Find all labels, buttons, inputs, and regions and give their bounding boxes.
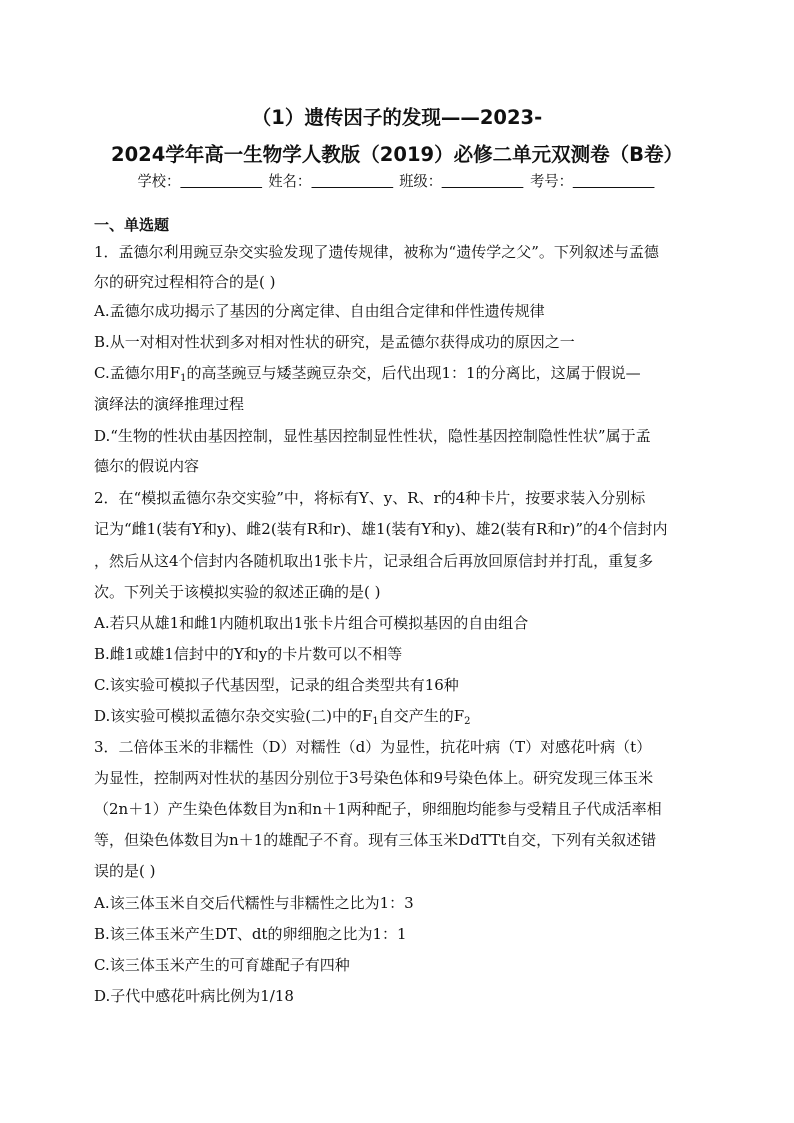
- question-3-stem-line-2: 为显性，控制两对性状的基因分别位于3号染色体和9号染色体上。研究发现三体玉米: [94, 769, 654, 787]
- section-heading: 一、单选题: [94, 216, 170, 234]
- question-3-option-a: A.该三体玉米自交后代糯性与非糯性之比为1：3: [94, 894, 414, 912]
- question-3-stem-line-4: 等，但染色体数目为n＋1的雄配子不育。现有三体玉米DdTTt自交，下列有关叙述错: [94, 831, 657, 849]
- question-3-option-c: C.该三体玉米产生的可育雄配子有四种: [94, 956, 350, 974]
- question-1-stem-line-2: 尔的研究过程相符合的是( ): [94, 273, 276, 291]
- subscript-2: 2: [464, 716, 471, 727]
- question-2-option-b: B.雌1或雄1信封中的Y和y的卡片数可以不相等: [94, 645, 403, 663]
- question-2-option-c: C.该实验可模拟子代基因型，记录的组合类型共有16种: [94, 676, 459, 694]
- exam-number-blank[interactable]: [573, 173, 655, 188]
- question-3-stem-line-1: 3．二倍体玉米的非糯性（D）对糯性（d）为显性，抗花叶病（T）对感花叶病（t）: [94, 738, 652, 756]
- option-c-text-pre: C.孟德尔用F: [94, 364, 181, 382]
- question-2-option-a: A.若只从雄1和雌1内随机取出1张卡片组合可模拟基因的自由组合: [94, 614, 529, 632]
- question-2-stem-line-4: 次。下列关于该模拟实验的叙述正确的是( ): [94, 583, 381, 601]
- question-1-option-c-line-2: 演绎法的演绎推理过程: [94, 395, 245, 413]
- question-3-stem-line-3: （2n＋1）产生染色体数目为n和n＋1两种配子，卵细胞均能参与受精且子代成活率相: [94, 800, 662, 818]
- question-2-option-d: [94, 707, 471, 725]
- question-3-option-b: B.该三体玉米产生DT、dt的卵细胞之比为1：1: [94, 925, 407, 943]
- document-title-line-2: 2024学年高一生物学人教版（2019）必修二单元双测卷（B卷）: [111, 143, 683, 166]
- student-info-row: [20, 170, 774, 191]
- question-1-option-c: [94, 364, 641, 382]
- question-1-option-b: B.从一对相对性状到多对相对性状的研究，是孟德尔获得成功的原因之一: [94, 333, 575, 351]
- subscript-1: 1: [372, 716, 379, 727]
- school-label: 学校：: [137, 172, 181, 190]
- question-2-stem-line-3: ，然后从这4个信封内各随机取出1张卡片，记录组合后再放回原信封并打乱，重复多: [94, 552, 654, 570]
- option-d-text-pre: D.该实验可模拟孟德尔杂交实验(二)中的F: [94, 707, 373, 725]
- document-title-line-1: （1）遗传因子的发现——2023-: [251, 106, 543, 129]
- question-2-stem-line-1: 2．在“模拟孟德尔杂交实验”中，将标有Y、y、R、r的4种卡片，按要求装入分别标: [94, 489, 646, 507]
- class-label: 班级：: [399, 172, 443, 190]
- name-label: 姓名：: [268, 172, 312, 190]
- exam-number-label: 考号：: [530, 172, 573, 190]
- class-blank[interactable]: [442, 173, 524, 188]
- subscript-1: 1: [180, 373, 187, 384]
- question-1-option-d-line-2: 德尔的假说内容: [94, 457, 200, 475]
- school-blank[interactable]: [180, 173, 262, 188]
- question-1-option-d: D.“生物的性状由基因控制，显性基因控制显性性状，隐性基因控制隐性性状”属于孟: [94, 427, 651, 445]
- question-3-option-d: D.子代中感花叶病比例为1/18: [94, 987, 294, 1005]
- question-1-stem-line-1: 1．孟德尔利用豌豆杂交实验发现了遗传规律，被称为“遗传学之父”。下列叙述与孟德: [94, 243, 659, 261]
- question-2-stem-line-2: 记为“雌1(装有Y和y)、雌2(装有R和r)、雄1(装有Y和y)、雄2(装有R和r)”的4个信封内: [94, 520, 668, 538]
- option-d-text-mid: 自交产生的F: [378, 707, 465, 725]
- question-3-stem-line-5: 误的是( ): [94, 862, 156, 880]
- option-c-text-post: 的高茎豌豆与矮茎豌豆杂交，后代出现1：1的分离比，这属于假说—: [186, 364, 641, 382]
- question-1-option-a: A.孟德尔成功揭示了基因的分离定律、自由组合定律和伴性遗传规律: [94, 302, 545, 320]
- name-blank[interactable]: [311, 173, 393, 188]
